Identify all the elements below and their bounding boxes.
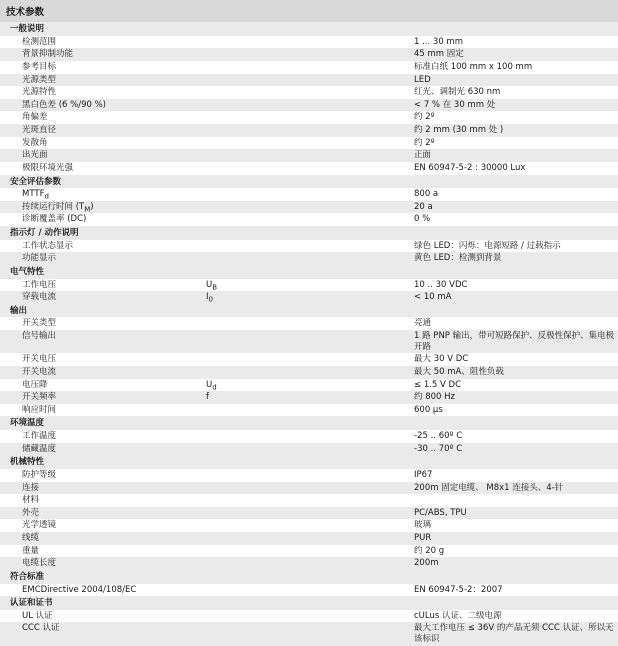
spec-group-label: 机械特性 (0, 455, 618, 469)
spec-row-symbol (206, 482, 412, 495)
spec-row-symbol: $U_d$ (206, 379, 217, 392)
spec-row-label: 信号输出 (0, 330, 206, 353)
spec-row (0, 404, 618, 417)
spec-row (0, 366, 618, 379)
spec-row-value: 正面 (412, 149, 618, 162)
spec-row-symbol (206, 532, 412, 545)
spec-row (0, 74, 618, 87)
spec-row-value: 10 .. 30 VDC (414, 279, 468, 290)
spec-row-label: UL 认证 (22, 610, 53, 621)
spec-row-label: 连接 (0, 482, 206, 495)
spec-row-label: 防护等级 (22, 469, 57, 480)
spec-row-label: 光学透镜 (22, 520, 57, 531)
spec-row-symbol (206, 201, 412, 214)
spec-row-value: EN 60947-5-2 : 30000 Lux (414, 162, 526, 173)
spec-group-label: 认证和证书 (0, 596, 618, 610)
spec-row-label: 响应时间 (22, 404, 57, 415)
spec-row-label: 穿载电流 (0, 291, 206, 304)
spec-row-label: 光斑直径 (0, 124, 206, 137)
page-title: 技术参数 (0, 0, 618, 22)
spec-row-value: 最大工作电压 ≤ 36V 的产品无须 CCC 认证、所以无该标识 (412, 622, 618, 645)
spec-group-header (0, 304, 618, 318)
spec-row (0, 507, 618, 520)
spec-table (0, 22, 618, 646)
spec-row-value: 20 a (412, 201, 618, 214)
spec-row-symbol (206, 99, 412, 112)
spec-row-label: 光源特性 (22, 87, 57, 98)
spec-row (0, 201, 618, 214)
spec-row-symbol (206, 557, 412, 570)
spec-row (0, 353, 618, 366)
spec-row-value: cULus 认证、二级电源 (414, 610, 502, 621)
spec-row-symbol (206, 430, 412, 443)
spec-row-symbol (206, 404, 412, 417)
spec-row-label: 检测范围 (22, 36, 57, 47)
spec-group-header (0, 175, 618, 189)
spec-group-label: 输出 (0, 304, 618, 318)
spec-row-value: < 7 % 在 30 mm 处 (412, 99, 618, 112)
spec-group-header (0, 596, 618, 610)
spec-group-header (0, 416, 618, 430)
spec-row-label: 储藏温度 (0, 443, 206, 456)
spec-row-symbol (206, 622, 412, 645)
spec-row-value: -25 .. 60º C (414, 431, 463, 441)
spec-row-symbol (206, 519, 412, 532)
spec-row-symbol: f (206, 391, 412, 404)
spec-row-symbol (206, 240, 412, 253)
spec-row-value: 绿色 LED：闪烁：电源短路 / 过载指示 (414, 240, 561, 251)
spec-row-label: 极限环境光强 (22, 162, 74, 173)
spec-row-label: 电压降 (22, 379, 48, 390)
spec-row-value: 约 2 mm (30 mm 处 ) (412, 124, 618, 137)
spec-row-label: 开关电流 (0, 366, 206, 379)
spec-row-symbol (206, 61, 412, 74)
spec-row-label: 开关类型 (22, 318, 57, 329)
spec-row-value: 标准白纸 100 mm x 100 mm (414, 61, 533, 72)
spec-group-header (0, 22, 618, 36)
spec-group-label: 电气特性 (0, 265, 618, 279)
spec-row (0, 519, 618, 532)
spec-row-label: 光源类型 (0, 74, 206, 87)
spec-row-label: CCC 认证 (0, 622, 206, 645)
spec-row (0, 99, 618, 112)
spec-row-symbol (206, 162, 412, 175)
spec-row-symbol (206, 469, 412, 482)
spec-row-symbol (206, 36, 412, 49)
spec-group-header (0, 265, 618, 279)
spec-row-symbol: $I_0$ (206, 291, 412, 304)
spec-row (0, 240, 618, 253)
spec-row-symbol (206, 252, 412, 265)
spec-group-header (0, 455, 618, 469)
spec-row-value: PC/ABS, TPU (412, 507, 618, 520)
spec-row (0, 36, 618, 49)
spec-row-label: 开关频率 (0, 391, 206, 404)
spec-row-symbol (206, 137, 412, 150)
spec-row (0, 379, 618, 392)
spec-group-label: 安全评估参数 (0, 175, 618, 189)
spec-row-value: 约 2º (414, 112, 435, 123)
spec-row-symbol (206, 213, 412, 226)
spec-row (0, 162, 618, 175)
spec-row (0, 391, 618, 404)
spec-row-value: 45 mm 固定 (412, 48, 618, 61)
spec-group-label: 指示灯 / 动作说明 (0, 226, 618, 240)
spec-row-value: 1 ... 30 mm (414, 36, 463, 47)
spec-row-label: 工作电压 (22, 279, 57, 290)
spec-row (0, 188, 618, 201)
spec-group-label: 一般说明 (0, 22, 618, 36)
spec-row (0, 317, 618, 330)
spec-row (0, 443, 618, 456)
spec-group-label: 环境温度 (0, 416, 618, 430)
spec-row-symbol (206, 74, 412, 87)
spec-row (0, 111, 618, 124)
spec-row-label: 参考目标 (22, 61, 57, 72)
spec-row-label: 线缆 (0, 532, 206, 545)
spec-row-symbol (206, 330, 412, 353)
spec-row (0, 610, 618, 623)
spec-row-label: $MTTF_d$ (22, 189, 49, 201)
spec-row-label: 诊断覆盖率 (DC) (22, 214, 87, 225)
spec-row-value: 亮通 (414, 318, 432, 329)
spec-row (0, 430, 618, 443)
spec-row-value: 红光、调制光 630 nm (414, 87, 501, 98)
spec-row-label: 背景抑制功能 (0, 48, 206, 61)
spec-row-symbol (206, 188, 412, 201)
spec-row (0, 213, 618, 226)
spec-row-label: 工作温度 (22, 431, 57, 441)
spec-row (0, 494, 618, 507)
spec-row-value: < 10 mA (412, 291, 618, 304)
spec-row-symbol (206, 494, 412, 507)
spec-row (0, 545, 618, 558)
spec-row-label: 重量 (22, 545, 40, 556)
spec-row-value: IP67 (414, 469, 433, 480)
spec-row (0, 532, 618, 545)
spec-group-header (0, 226, 618, 240)
spec-row-symbol (206, 366, 412, 379)
spec-row (0, 252, 618, 265)
spec-row-value: 1 路 PNP 输出，带可短路保护、反极性保护、集电极开路 (412, 330, 618, 353)
spec-row-label: 功能显示 (0, 252, 206, 265)
spec-row-value: 玻璃 (414, 520, 432, 531)
spec-row-label: 抟续运行时间 $(T_M)$ (0, 201, 206, 214)
spec-row-label: 开关电压 (22, 354, 57, 365)
spec-row-label: 工作状态显示 (22, 240, 74, 251)
spec-row-symbol (206, 443, 412, 456)
spec-row (0, 48, 618, 61)
spec-row-value: 约 2º (414, 137, 435, 148)
spec-row-value (412, 494, 618, 507)
spec-row-value: -30 .. 70º C (412, 443, 618, 456)
spec-group-header (0, 570, 618, 584)
spec-row (0, 124, 618, 137)
spec-row-label: 出光面 (0, 149, 206, 162)
spec-row-symbol (206, 48, 412, 61)
spec-row (0, 291, 618, 304)
spec-row (0, 279, 618, 292)
spec-row-value: 0 % (414, 214, 431, 225)
spec-row (0, 149, 618, 162)
spec-row (0, 61, 618, 74)
spec-row-label: 电缆长度 (0, 557, 206, 570)
spec-row-value: 约 800 Hz (412, 391, 618, 404)
spec-row-symbol (206, 545, 412, 558)
spec-row-value: ≤ 1.5 V DC (414, 379, 462, 390)
spec-row (0, 482, 618, 495)
spec-group-label: 符合标准 (0, 570, 618, 584)
spec-row-symbol (206, 610, 412, 623)
spec-row-value: 200m 固定电缆、 M8x1 连接头、4-针 (412, 482, 618, 495)
spec-row-label: 角偏差 (22, 112, 48, 123)
spec-row-symbol (206, 124, 412, 137)
spec-row-value: 最大 50 mA、阻性负载 (412, 366, 618, 379)
spec-row-label: 外売 (0, 507, 206, 520)
spec-row (0, 584, 618, 597)
spec-row (0, 86, 618, 99)
spec-row-value: LED (412, 74, 618, 87)
spec-row-label: EMCDirective 2004/108/EC (22, 584, 137, 595)
spec-row-value: 800 a (414, 189, 439, 200)
spec-row-symbol: $U_B$ (206, 279, 218, 292)
spec-row-value: 黄色 LED：检测到背景 (412, 252, 618, 265)
spec-row-value: EN 60947-5-2：2007 (414, 584, 503, 595)
spec-row-label: 黑白色差 (6 %/90 %) (0, 99, 206, 112)
spec-row-symbol (206, 317, 412, 330)
spec-row-symbol (206, 111, 412, 124)
spec-row-symbol (206, 86, 412, 99)
spec-row-value: PUR (412, 532, 618, 545)
spec-row-label: 发散角 (22, 137, 48, 148)
spec-row (0, 469, 618, 482)
spec-row-symbol (206, 149, 412, 162)
spec-row-symbol (206, 507, 412, 520)
spec-row-value: 200m (412, 557, 618, 570)
spec-row (0, 557, 618, 570)
spec-row (0, 330, 618, 353)
spec-row-value: 最大 30 V DC (414, 354, 469, 365)
spec-row (0, 622, 618, 645)
spec-row-value: 600 µs (414, 404, 443, 415)
spec-row-label: 材料 (22, 495, 40, 506)
spec-row-symbol (206, 353, 412, 366)
spec-row (0, 137, 618, 150)
spec-row-value: 约 20 g (414, 545, 445, 556)
